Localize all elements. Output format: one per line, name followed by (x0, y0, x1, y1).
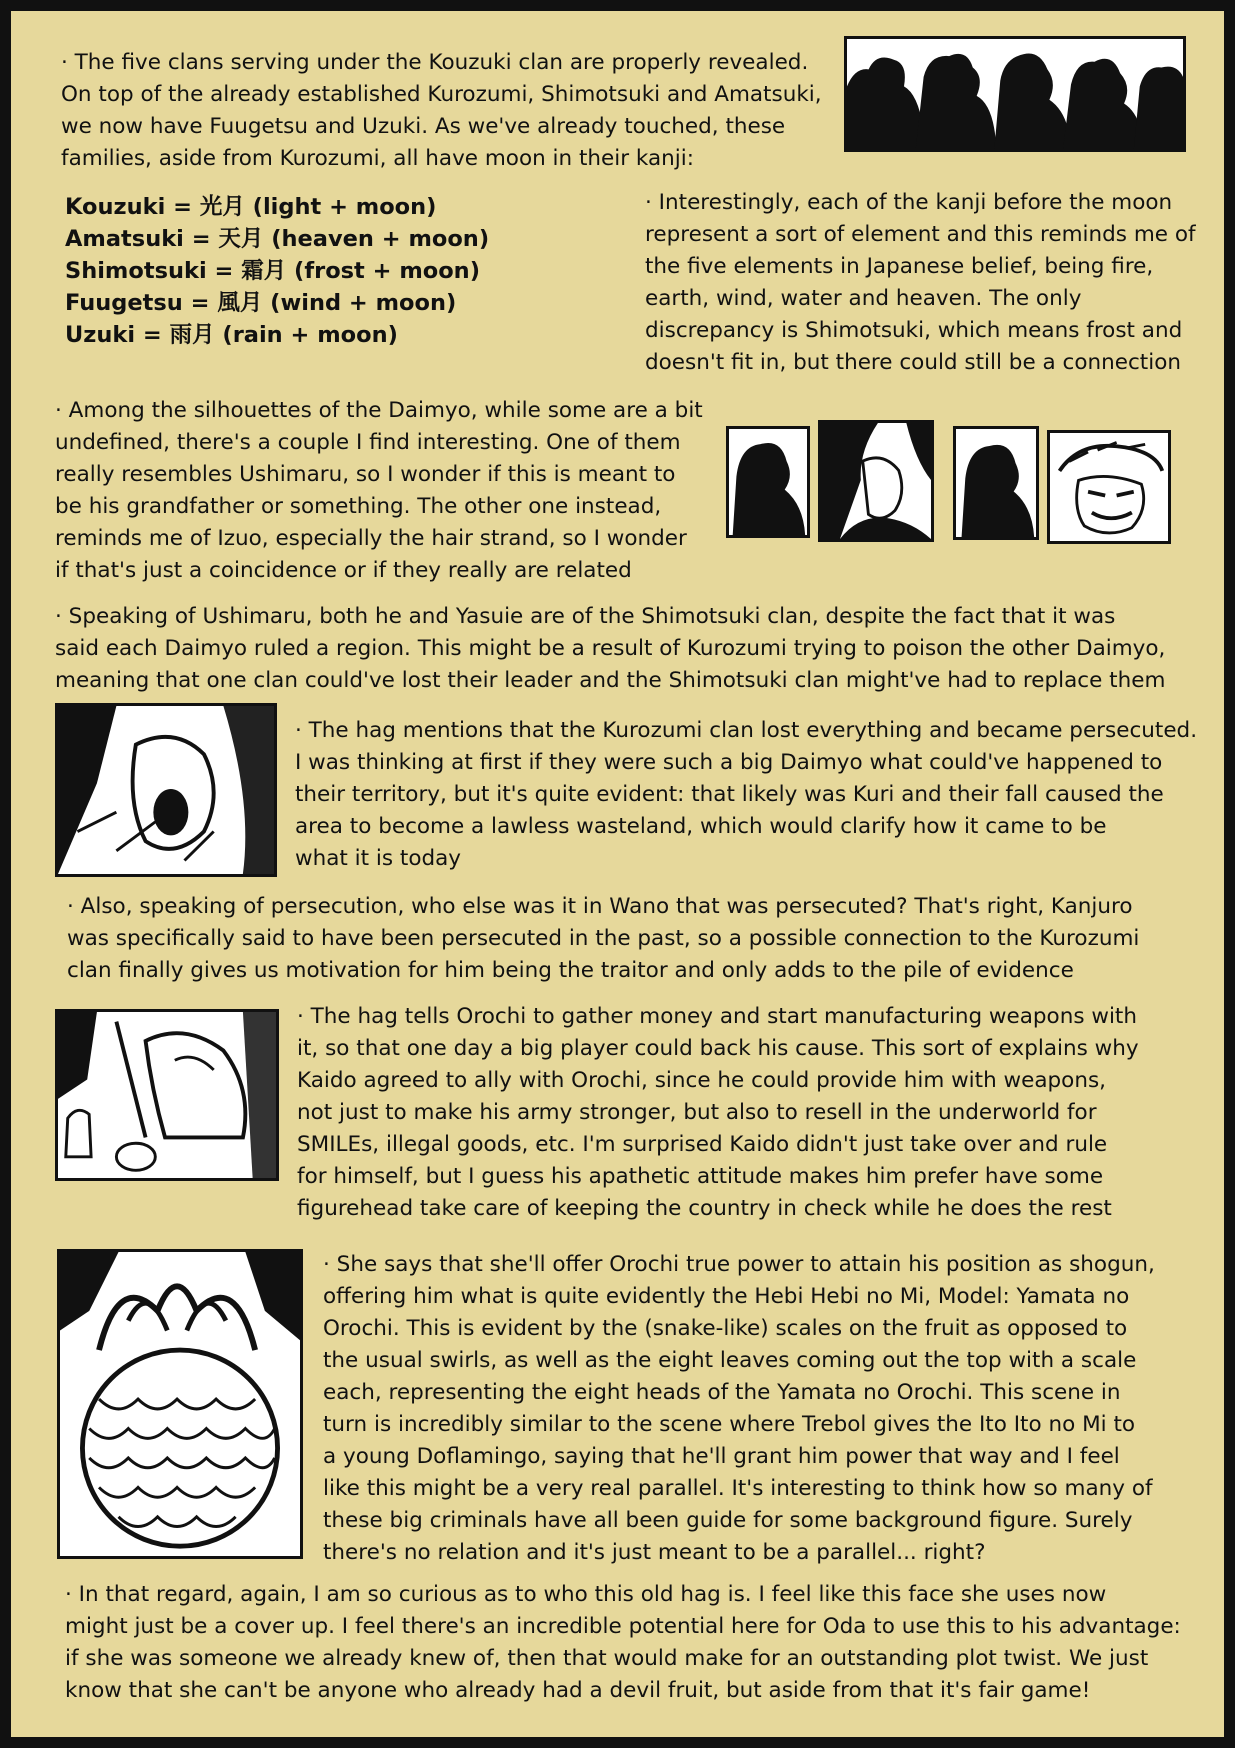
paragraph-clans: · The five clans serving under the Kouzuki clan are properly revealed. On top of the already established Kurozumi, Shimotsuki and Amatsuki, we now have Fuugetsu and Uzuki. As we've already touched, these families, aside from Kurozumi, all have moon in their kanji: (61, 50, 822, 171)
kanji-item-fuugetsu: Fuugetsu = 風月 (wind + moon) (65, 290, 457, 316)
hag-orochi-panel (55, 1009, 279, 1181)
paragraph-elements: · Interestingly, each of the kanji before the moon represent a sort of element and this reminds me of the five elements in Japanese belief, being fire, earth, wind, water and heaven. The only discrepancy is Shimotsuki, which means frost and doesn't fit in, but there could still be a connection (645, 190, 1196, 375)
kanji-item-kouzuki: Kouzuki = 光月 (light + moon) (65, 194, 437, 220)
kanji-item-amatsuki: Amatsuki = 天月 (heaven + moon) (65, 226, 490, 252)
kuri-wasteland-panel (55, 703, 277, 877)
paragraph-silhouettes: · Among the silhouettes of the Daimyo, while some are a bit undefined, there's a couple I find interesting. One of them really resembles Ushimaru, so I wonder if this is meant to be his grandfather or something. The other one instead, reminds me of Izuo, especially the hair strand, so I wonder if that's just a coincidence or if they really are related (55, 398, 703, 583)
ushimaru-panel (1047, 430, 1171, 544)
paragraph-weapons: · The hag tells Orochi to gather money and start manufacturing weapons with it, so that one day a big player could back his cause. This sort of explains why Kaido agreed to ally with Orochi, since he could provide him with weapons, not just to make his army stronger, but also to resell in the underworld for SMILEs, illegal goods, etc. I'm surprised Kaido didn't just take over and rule for himself, but I guess his apathetic attitude makes him prefer have some figurehead take care of keeping the country in check while he does the rest (297, 1004, 1139, 1221)
daimyo-silhouettes-panel (844, 36, 1186, 152)
kanji-item-shimotsuki: Shimotsuki = 霜月 (frost + moon) (65, 258, 480, 284)
paragraph-persecuted: · The hag mentions that the Kurozumi clan lost everything and became persecuted. I was thinking at first if they were such a big Daimyo what could've happened to their territory, but it's quite evident: that likely was Kuri and their fall caused the area to become a lawless wasteland, which would clarify how it came to be what it is today (295, 718, 1198, 871)
paragraph-kanjuro: · Also, speaking of persecution, who else was it in Wano that was persecuted? That's right, Kanjuro was specifically said to have been persecuted in the past, so a possible connection to the Kurozumi clan finally gives us motivation for him being the traitor and only adds to the pile of evidence (67, 894, 1140, 983)
daimyo-silhouette-panel-2 (953, 426, 1039, 540)
paragraph-ushimaru: · Speaking of Ushimaru, both he and Yasuie are of the Shimotsuki clan, despite the fact that it was said each Daimyo ruled a region. This might be a result of Kurozumi trying to poison the other Daimyo, meaning that one clan could've lost their leader and the Shimotsuki clan might've had to replace them (55, 604, 1166, 693)
paragraph-devil-fruit: · She says that she'll offer Orochi true power to attain his position as shogun, offering him what is quite evidently the Hebi Hebi no Mi, Model: Yamata no Orochi. This is evident by the (snake-like) scales on the fruit as opposed to the usual swirls, as well as the eight leaves coming out the top with a scale each, representing the eight heads of the Yamata no Orochi. This scene in turn is incredibly similar to the scene where Trebol gives the Ito Ito no Mi to a young Doflamingo, saying that he'll grant him power that way and I feel like this might be a very real parallel. It's interesting to think how so many of these big criminals have all been guide for some background figure. Surely there's no relation and it's just meant to be a parallel... right? (323, 1252, 1155, 1565)
kanji-list (65, 191, 585, 351)
paragraph-old-hag: · In that regard, again, I am so curious as to who this old hag is. I feel like this face she uses now might just be a cover up. I feel there's an incredible potential here for Oda to use this to his advantage: if she was someone we already knew of, then that would make for an outstanding plot twist. We just know that she can't be anyone who already had a devil fruit, but aside from that it's fair game! (65, 1582, 1181, 1703)
devil-fruit-panel (57, 1249, 303, 1559)
analysis-page (8, 8, 1227, 1740)
daimyo-silhouette-panel-1 (726, 426, 810, 538)
izou-panel (818, 420, 934, 542)
kanji-item-uzuki: Uzuki = 雨月 (rain + moon) (65, 322, 398, 348)
